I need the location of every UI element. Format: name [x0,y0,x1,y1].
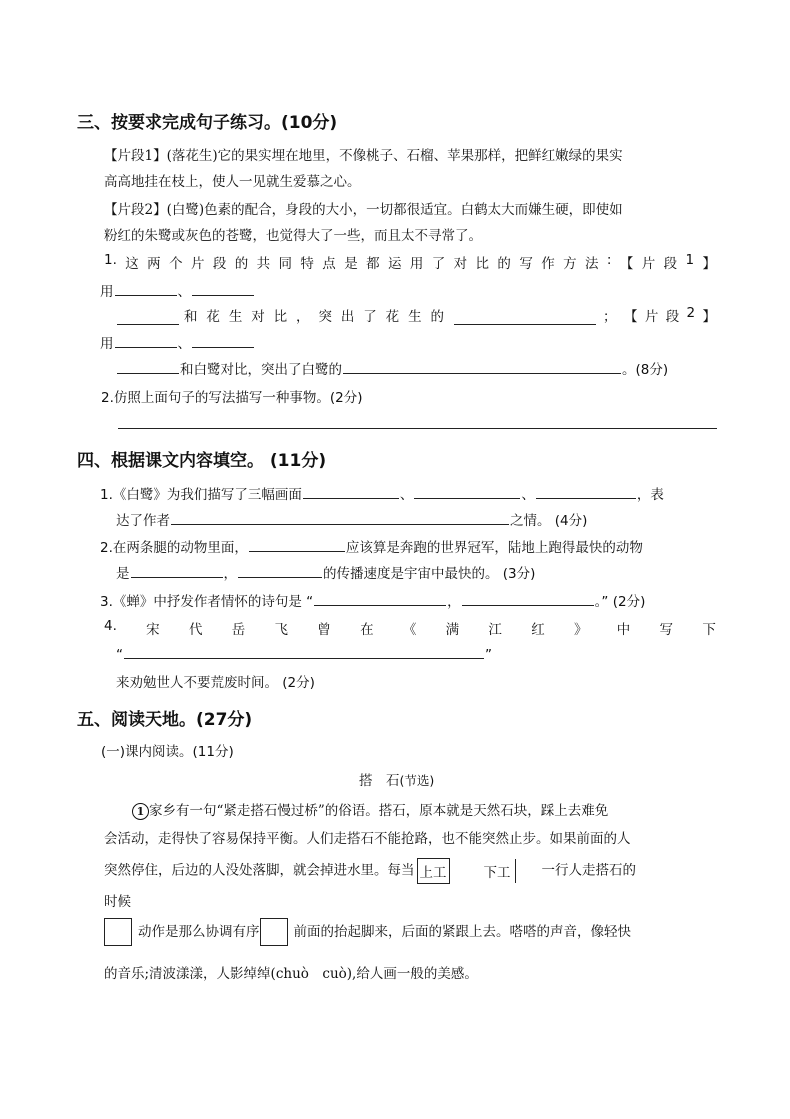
q1-question-char: 共 [256,256,271,272]
q1-answer-line1: 用 、 [100,280,255,300]
q1-question-char: : [606,252,612,268]
q1-answer-line2: 和 花 生 对 比 ， 突 出 了 花 生 的 ； 【 片 段 2 】 [116,305,716,325]
q1-question-char: 片 [190,256,205,272]
q1-mid-char: 生 [408,309,422,325]
q1-answer-line4: 和白鹭对比，突出了白鹭的 。(8分) [116,358,668,378]
q1-question-char: 的 [497,256,511,272]
s4-q1-line1: 1.《白鹭》为我们描写了三幅画面 、 、 ，表 [100,483,664,503]
q1-answer-line3: 用 、 [100,332,255,352]
q4-question-char: 代 [188,622,203,638]
s4-q2-line1: 2.在两条腿的动物里面， 应该算是奔跑的世界冠军，陆地上跑得最快的动物 [100,536,643,556]
section3-heading: 三、按要求完成句子练习。(10分) [77,113,338,133]
answer-blank[interactable] [115,281,177,296]
q4-question-char: 宋 [146,622,160,638]
subsection-in-class-reading: (一)课内阅读。(11分) [101,744,234,760]
q4-question-char: 江 [488,622,502,638]
q1-mid-char: 生 [228,309,243,325]
passage-line1: 1 家乡有一句“紧走搭石慢过桥”的俗语。搭石，原本就是天然石块，踩上去难免 [132,799,608,820]
fragment2-tag: 【片段2】 [104,202,167,218]
q1-question-char: 个 [169,256,183,272]
s4-q4-line2: “ ” [116,644,492,663]
answer-blank[interactable] [249,537,345,552]
q1-question-char: 是 [344,256,358,272]
answer-blank[interactable] [343,359,621,374]
q1-mid-char: ， [296,309,310,325]
word-box-shanggong: 上工 [417,858,450,884]
q4-question-char: 》 [573,622,588,638]
q1-question-char: 1 [685,252,695,268]
answer-blank[interactable] [131,563,223,578]
q1-question-char: 同 [278,256,293,272]
fill-in-box[interactable] [260,918,288,946]
q1-question-char: 方 [563,256,577,272]
q4-question-char: 下 [702,622,716,638]
q1-question-char: 比 [475,256,490,272]
passage-line4: 时候 [104,894,131,910]
answer-blank[interactable] [314,591,446,606]
answer-blank[interactable] [171,510,509,525]
answer-blank[interactable] [536,484,636,499]
q1-mid-char: 突 [318,309,332,325]
q4-question-char: 写 [659,622,674,638]
passage-line5: 动作是那么协调有序 前面的抬起脚来，后面的紧跟上去。嗒嗒的声音，像轻快 [104,918,631,946]
fragment1-line2: 高高地挂在枝上，使人一见就生爱慕之心。 [104,174,361,190]
fragment2-ref-char: 】 [702,309,716,325]
q1-question-char: 用 [409,256,424,272]
q1-mid-char: 花 [385,309,400,325]
section5-heading: 五、阅读天地。(27分) [77,710,253,730]
answer-blank[interactable] [462,591,594,606]
q1-question-char: 这 [125,256,139,272]
fragment2-ref-char: 【 [624,309,638,325]
q2-question: 2.仿照上面句子的写法描写一种事物。(2分) [101,390,363,406]
q4-question-char: 岳 [231,622,246,638]
answer-blank[interactable] [115,333,177,348]
paragraph-number-badge: 1 [132,803,149,820]
s4-q2-line2: 是 ， 的传播速度是宇宙中最快的。 (3分) [116,562,535,582]
fill-in-box[interactable] [104,918,132,946]
s4-q4-line1 [104,618,716,638]
fragment2-line1: 【片段2】(白鹭)色素的配合，身段的大小，一切都很适宜。白鹤太大而嫌生硬，即使如 [104,202,623,218]
fragment1-tag: 【片段1】 [104,148,167,164]
answer-blank[interactable] [303,484,399,499]
passage-line3: 突然停住，后边的人没处落脚，就会掉进水里。每当 上工 下工 一行人走搭石的 [104,858,636,884]
q1-mid-char: 比 [273,309,288,325]
answer-blank[interactable] [117,310,179,325]
passage-line2: 会活动，走得快了容易保持平衡。人们走搭石不能抢路，也不能突然止步。如果前面的人 [104,831,631,847]
q1-question-char: 点 [322,256,336,272]
passage-title: 搭 石(节选) [359,773,435,789]
fragment2-line2: 粉红的朱鹭或灰色的苍鹭，也觉得大了一些，而且太不寻常了。 [104,228,482,244]
q4-question-char: 满 [445,622,460,638]
q4-question-char: 《 [402,622,417,638]
q4-question-char: 在 [360,622,374,638]
q4-question-char: 曾 [317,622,331,638]
q1-mid-char: 出 [340,309,355,325]
q1-question-char: 1. [104,252,117,268]
q1-question-char: 了 [431,256,446,272]
s4-q3-line: 3.《蝉》中抒发作者情怀的诗句是 “ ， 。” (2分) [100,590,645,610]
q1-question-line [104,252,716,272]
q1-mid-char: 的 [430,309,444,325]
answer-blank[interactable] [124,644,484,659]
q1-question-char: 片 [641,256,656,272]
q1-question-char: 都 [366,256,380,272]
q1-question-char: 】 [702,256,716,272]
fragment1-line1: 【片段1】(落花生)它的果实埋在地里，不像桃子、石榴、苹果那样，把鲜红嫩绿的果实 [104,148,623,164]
q1-question-char: 两 [147,256,161,272]
passage-line6: 的音乐;清波漾漾，人影绰绰(chuò cuò),给人画一般的美感。 [104,966,478,982]
answer-blank[interactable] [192,281,254,296]
q1-question-char: 运 [387,256,402,272]
q1-mid-char: 花 [206,309,220,325]
answer-blank[interactable] [454,310,596,325]
q4-question-char: 飞 [274,622,289,638]
fragment2-ref-char: 段 [665,309,680,325]
answer-blank[interactable] [238,563,322,578]
answer-blank[interactable] [414,484,520,499]
q1-question-char: 对 [453,256,468,272]
q1-mid-char: 对 [251,309,265,325]
word-box-xiagong: 下工 [482,859,516,883]
q4-question-char: 中 [616,622,631,638]
q1-mid-char: 了 [363,309,377,325]
q1-question-char: 特 [300,256,314,272]
q1-question-char: 段 [663,256,678,272]
q1-question-char: 作 [541,256,555,272]
passage-title-note: (节选) [399,773,435,788]
q1-question-char: 法 [584,256,599,272]
s4-q4-line3: 来劝勉世人不要荒废时间。 (2分) [116,675,315,691]
q1-mid-char: 和 [184,309,198,325]
q1-question-char: 的 [234,256,249,272]
answer-blank[interactable] [192,333,254,348]
q1-question-char: 段 [212,256,227,272]
q2-answer-line[interactable] [118,428,717,429]
answer-blank[interactable] [117,359,179,374]
s4-q1-line2: 达了作者 之情。 (4分) [116,509,587,529]
q1-question-char: 【 [619,256,634,272]
section4-heading: 四、根据课文内容填空。 (11分) [77,451,327,471]
q4-question-char: 红 [531,622,545,638]
q1-question-char: 写 [519,256,533,272]
fragment2-ref-char: 2 [686,305,696,321]
fragment2-ref-char: 片 [644,309,659,325]
q4-question-char: 4. [104,618,117,634]
